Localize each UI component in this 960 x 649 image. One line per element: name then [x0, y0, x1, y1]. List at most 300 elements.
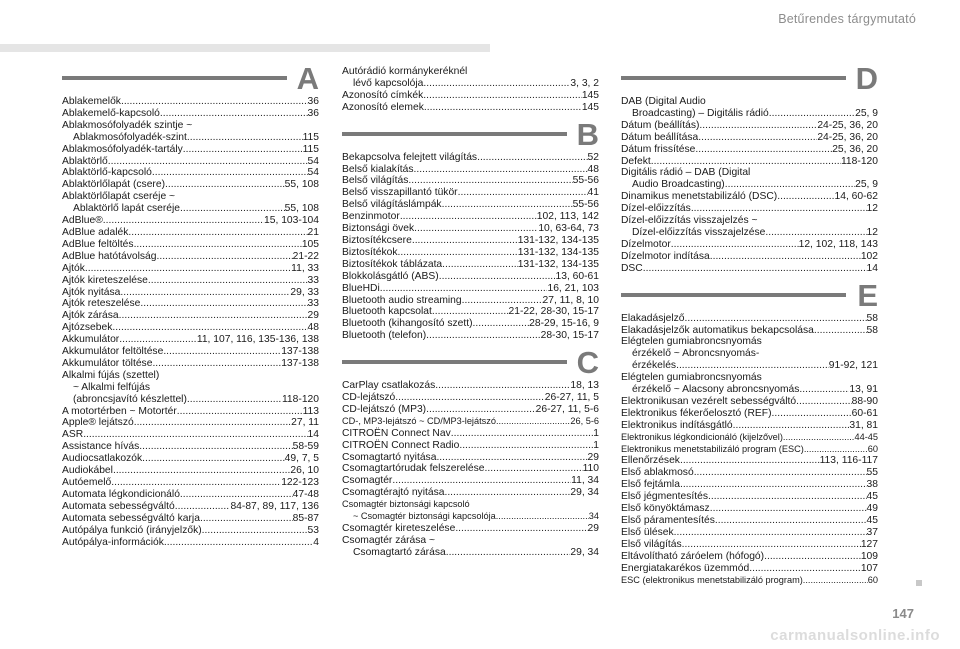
entry-pages: 115 [302, 131, 319, 143]
index-entry-line [342, 392, 599, 404]
index-entry [62, 227, 319, 239]
entry-pages: 13, 60-61 [555, 270, 599, 282]
index-entry [62, 215, 319, 227]
index-entry [342, 175, 599, 187]
entry-pages: 44-45 [854, 431, 878, 442]
index-entry-line [342, 199, 599, 211]
index-entry [62, 513, 319, 525]
entry-term: AdBlue® [62, 215, 103, 227]
entry-term: Első jégmentesítés [621, 491, 708, 503]
entry-pages: 58-59 [292, 441, 319, 453]
entry-pages: 29, 33 [290, 286, 319, 298]
index-entry [342, 306, 599, 318]
entry-pages: 33 [307, 298, 319, 310]
entry-leader-dots [164, 537, 313, 549]
entry-leader-dots [439, 271, 556, 283]
entry-leader-dots [496, 416, 570, 428]
index-entry [62, 358, 319, 370]
entry-leader-dots [694, 467, 867, 479]
entry-leader-dots [708, 491, 867, 503]
entry-term: Apple® lejátszó [62, 417, 134, 429]
entry-leader-dots [414, 223, 538, 235]
entry-pages: 26-27, 11, 5-6 [535, 403, 599, 415]
section-header [62, 61, 319, 96]
index-entry [62, 465, 319, 477]
entry-leader-dots [777, 191, 834, 203]
index-entry-line [62, 275, 319, 287]
index-entry-line [342, 223, 599, 235]
index-entry-line [62, 477, 319, 489]
entry-term: Csomagtartó nyitása [342, 451, 437, 463]
entry-leader-dots [446, 547, 571, 559]
entry-leader-dots [451, 428, 594, 440]
entry-term: Elektronikus indításgátló [621, 419, 733, 431]
index-entry [62, 156, 319, 168]
entry-pages: 55, 108 [284, 203, 319, 215]
entry-leader-dots [412, 235, 518, 247]
entry-term: Csomagtér biztonsági kapcsoló [342, 499, 470, 510]
entry-term: Azonosító címkék [342, 89, 424, 101]
index-entry-line [62, 358, 319, 370]
index-entry-line [342, 271, 599, 283]
entry-leader-dots [485, 463, 583, 475]
index-entry-line [621, 372, 878, 384]
entry-pages: 34 [588, 511, 599, 522]
entry-term: Elektronikus fékerőelosztó (REF) [621, 407, 772, 419]
index-entry-line [621, 108, 878, 120]
index-entry-line [342, 235, 599, 247]
index-entry-line [342, 295, 599, 307]
index-entry [342, 523, 599, 535]
index-entry-line [621, 527, 878, 539]
index-entry [342, 66, 599, 90]
entry-pages: 11, 33 [291, 262, 319, 274]
entry-term: Belső visszapillantó tükör [342, 187, 458, 199]
index-entry-line [621, 263, 878, 275]
index-entry [342, 90, 599, 102]
entry-pages: 12 [866, 226, 878, 238]
entry-term: Ablaktörlőlapát cseréje ~ [62, 191, 176, 203]
entry-term: Első ablakmosó [621, 467, 694, 479]
entry-leader-dots [160, 108, 308, 120]
entry-pages: 31, 81 [849, 419, 878, 431]
entry-pages: 58 [866, 312, 878, 324]
index-entry [62, 167, 319, 179]
entry-term: Automata sebességváltó karja [62, 512, 200, 524]
index-entry [62, 501, 319, 513]
index-entry-line [342, 102, 599, 114]
entry-term: érzékelő ~ Alacsony abroncsnyomás [632, 384, 800, 396]
entry-term: Csomagtartó zárása [353, 546, 446, 558]
entry-pages: 55-56 [572, 175, 599, 187]
index-entry [621, 396, 878, 408]
index-entry-line [342, 164, 599, 176]
index-entry [342, 499, 599, 523]
index-entry [621, 167, 878, 191]
index-entry [342, 330, 599, 342]
entry-term: Elektronikusan vezérelt sebességváltó [621, 395, 797, 407]
entry-pages: 25, 9 [855, 107, 878, 119]
index-entry-line [62, 251, 319, 263]
entry-term: AdBlue adalék [62, 226, 129, 238]
index-entry [62, 489, 319, 501]
index-entry [621, 325, 878, 337]
index-entry [621, 215, 878, 239]
index-entry-line [342, 440, 599, 452]
index-entry [62, 275, 319, 287]
index-entry-line [621, 408, 878, 420]
entry-leader-dots [152, 358, 281, 370]
entry-term: CD-, MP3-lejátszó ~ CD/MP3-lejátszó [342, 415, 496, 426]
index-entry-line [621, 167, 878, 179]
index-entry [342, 463, 599, 475]
entry-leader-dots [139, 441, 292, 453]
entry-pages: 29, 34 [570, 546, 599, 558]
index-entry [342, 535, 599, 559]
index-entry [62, 298, 319, 310]
index-entry [342, 318, 599, 330]
entry-pages: 3, 3, 2 [570, 77, 599, 89]
entry-pages: 131-132, 134-135 [517, 258, 599, 270]
entry-leader-dots [111, 477, 281, 489]
entry-term: Első ülések [621, 526, 674, 538]
entry-term: Autórádió kormánykeréknél [342, 66, 468, 77]
index-entry [342, 452, 599, 464]
entry-term: Akkumulátor töltése [62, 357, 153, 369]
entry-pages: 25, 9 [855, 179, 878, 191]
section-header [621, 61, 878, 96]
entry-pages: 14, 60-62 [834, 191, 878, 203]
index-entry [621, 239, 878, 251]
entry-pages: 55-56 [572, 199, 599, 211]
entry-pages: 12 [866, 203, 878, 215]
entry-pages: 52 [587, 151, 599, 163]
index-entry [342, 102, 599, 114]
section-letter: A [296, 61, 319, 96]
index-entry-line [62, 298, 319, 310]
index-entry-line [62, 191, 319, 203]
index-entry-line [621, 479, 878, 491]
entry-leader-dots [120, 287, 290, 299]
entry-term: Dízel-előizzítás [621, 203, 691, 215]
entry-leader-dots [710, 503, 867, 515]
entry-pages: 29, 34 [570, 487, 599, 499]
entry-term: Biztonsági övek [342, 223, 415, 235]
index-entry-line [621, 432, 878, 444]
entry-pages: 53 [307, 524, 319, 536]
entry-leader-dots [108, 156, 308, 168]
entry-leader-dots [671, 239, 799, 251]
entry-leader-dots [152, 167, 308, 179]
index-entry [342, 259, 599, 271]
index-entry [342, 223, 599, 235]
entry-pages: 131-132, 134-135 [517, 234, 599, 246]
entry-pages: 38 [866, 479, 878, 491]
index-entry [621, 432, 878, 444]
entry-leader-dots [183, 144, 303, 156]
entry-pages: 122-123 [281, 477, 319, 488]
entry-pages: 15, 103-104 [264, 215, 319, 227]
entry-leader-dots [165, 179, 285, 191]
index-entry [62, 251, 319, 263]
entry-pages: 113, 116-117 [819, 455, 878, 467]
entry-leader-dots [423, 90, 582, 102]
index-entry-line [621, 467, 878, 479]
watermark-text: carmanualsonline.info [770, 627, 940, 644]
section-gap [621, 275, 878, 283]
entry-term: CD-lejátszó [342, 392, 396, 404]
entry-leader-dots [134, 417, 291, 429]
index-entry-line [342, 404, 599, 416]
entry-pages: 58 [866, 324, 878, 336]
entry-leader-dots [432, 306, 509, 318]
entry-leader-dots [691, 203, 867, 215]
entry-term: érzékelés [632, 360, 677, 372]
index-entry-line [621, 384, 878, 396]
entry-pages: 102, 113, 142 [536, 211, 599, 223]
entry-leader-dots [769, 108, 855, 120]
entry-term: Ajtók zárása [62, 310, 119, 322]
index-entry-line [621, 563, 878, 575]
entry-leader-dots [799, 384, 849, 396]
entry-leader-dots [180, 203, 285, 215]
entry-pages: 25, 36, 20 [832, 143, 878, 155]
entry-leader-dots [674, 527, 867, 539]
index-entry-line [62, 489, 319, 501]
section-header [342, 116, 599, 152]
entry-pages: 36 [307, 107, 319, 119]
index-entry [342, 487, 599, 499]
section-rule [621, 293, 846, 297]
entry-term: Első páramentesítés [621, 515, 715, 526]
index-entry-line [62, 144, 319, 156]
index-entry-line [62, 215, 319, 227]
entry-term: Ellenőrzések [621, 455, 680, 467]
entry-term: Dátum beállítása [621, 131, 699, 143]
index-entry-line [62, 239, 319, 251]
index-entry [62, 108, 319, 120]
index-entry-line [621, 132, 878, 144]
entry-pages: 41 [587, 187, 599, 199]
entry-leader-dots [119, 334, 197, 346]
entry-term: Ablakemelő-kapcsoló [62, 107, 160, 119]
index-entry [62, 144, 319, 156]
entry-pages: 55, 108 [284, 179, 319, 191]
entry-term: Benzinmotor [342, 211, 400, 223]
entry-term: Dátum (beállítás) [621, 119, 700, 131]
entry-term: Audiocsatlakozók [62, 453, 143, 465]
entry-pages: 21-22 [292, 250, 319, 262]
index-entry-line [342, 152, 599, 164]
entry-leader-dots [814, 325, 867, 337]
index-entry [62, 334, 319, 346]
index-entry [621, 527, 878, 539]
entry-term: Energiatakarékos üzemmód [621, 562, 750, 574]
entry-leader-dots [142, 453, 285, 465]
index-entry-line [62, 429, 319, 441]
entry-leader-dots [715, 515, 867, 527]
section-gap [342, 342, 599, 350]
entry-term: Első könyöktámasz [621, 503, 710, 515]
index-entry-line [342, 318, 599, 330]
index-entry-line [621, 396, 878, 408]
entry-term: Akkumulátor feltöltése [62, 346, 164, 358]
index-entry [342, 416, 599, 428]
entry-leader-dots [442, 259, 518, 271]
index-entry [621, 444, 878, 456]
entry-pages: 29 [587, 451, 599, 463]
index-entry-line [62, 537, 319, 549]
index-entry [62, 429, 319, 441]
index-entry-line [62, 346, 319, 358]
section-header [342, 345, 599, 381]
entry-leader-dots [685, 313, 867, 325]
entry-pages: 21 [307, 226, 319, 238]
index-entry-line [62, 263, 319, 275]
entry-leader-dots [113, 465, 290, 477]
entry-term: CD-lejátszó (MP3) [342, 403, 427, 415]
entry-pages: 137-138 [281, 357, 319, 369]
entry-term: Dízel-előizzítás visszajelzése [632, 226, 766, 238]
index-entry-line [342, 283, 599, 295]
entry-pages: 55 [866, 467, 878, 479]
entry-term: Ablaktörlő [62, 155, 108, 167]
entry-term: Ablakemelők [62, 96, 121, 107]
entry-leader-dots [202, 525, 308, 537]
index-entry-line [62, 501, 319, 513]
index-entry-line [342, 259, 599, 271]
index-entry-line [621, 325, 878, 337]
entry-term: Bluetooth audio streaming [342, 294, 462, 306]
index-entry [62, 96, 319, 108]
entry-pages: 14 [307, 429, 319, 441]
entry-term: Belső világítás [342, 175, 409, 187]
entry-term: Biztosítékcsere [342, 234, 412, 246]
entry-pages: 84-87, 89, 117, 136 [230, 500, 319, 512]
entry-leader-dots [680, 455, 820, 467]
entry-pages: 28-29, 15-16, 9 [529, 318, 599, 330]
section-rule [62, 76, 287, 80]
entry-pages: 18, 13 [570, 380, 599, 392]
entry-pages: 48 [587, 163, 599, 175]
entry-term: Digitális rádió – DAB (Digital [621, 167, 751, 179]
entry-leader-dots [435, 380, 570, 392]
index-column-2 [342, 66, 599, 567]
index-entry [342, 428, 599, 440]
index-entry-line [342, 428, 599, 440]
index-entry [621, 263, 878, 275]
index-entry-line [62, 334, 319, 346]
index-entry-line [621, 491, 878, 503]
index-entry-line [342, 380, 599, 392]
entry-term: Elakadásjelző [621, 312, 685, 324]
index-entry [342, 235, 599, 247]
entry-pages: 91-92, 121 [828, 360, 878, 372]
entry-term: Eltávolítható záróelem (hófogó) [621, 550, 765, 562]
entry-term: Dízel-előizzítás visszajelzés ~ [621, 215, 758, 227]
index-entry-line [62, 465, 319, 477]
entry-leader-dots [733, 420, 850, 432]
entry-term: Ablaktörlő-kapcsoló [62, 167, 152, 179]
entry-term: CarPlay csatlakozás [342, 380, 436, 392]
section-letter: B [576, 116, 599, 152]
index-entry [621, 408, 878, 420]
entry-leader-dots [496, 511, 589, 523]
index-entry-line [62, 203, 319, 215]
entry-leader-dots [180, 489, 293, 501]
index-entry-line [621, 227, 878, 239]
entry-pages: 54 [307, 155, 319, 167]
entry-term: Audiokábel [62, 465, 113, 477]
entry-term: érzékelő ~ Abroncsnyomás- [632, 348, 760, 360]
index-entry-line [621, 420, 878, 432]
index-entry-line [342, 452, 599, 464]
entry-pages: 11, 107, 116, 135-136, 138 [196, 334, 319, 346]
entry-term: Első világítás [621, 538, 682, 550]
entry-leader-dots [134, 239, 302, 251]
index-entry [621, 503, 878, 515]
entry-term: Dízelmotor indítása [621, 250, 710, 262]
index-entry-line [621, 144, 878, 156]
entry-pages: 45 [866, 515, 878, 526]
entry-term: Ajtók [62, 262, 85, 274]
index-entry-line [62, 525, 319, 537]
index-entry [621, 420, 878, 432]
entry-term: A motortérben ~ Motortér [62, 405, 177, 417]
entry-term: Akkumulátor [62, 334, 120, 346]
entry-pages: 118-120 [281, 393, 319, 405]
entry-term: Belső világításlámpák [342, 199, 442, 211]
entry-leader-dots [765, 227, 866, 239]
index-entry-line [62, 310, 319, 322]
entry-leader-dots [455, 523, 587, 535]
entry-leader-dots [156, 251, 292, 263]
index-entry [342, 164, 599, 176]
entry-leader-dots [676, 360, 829, 372]
entry-term: Elakadásjelzők automatikus bekapcsolása [621, 324, 814, 336]
index-entry [621, 551, 878, 563]
entry-leader-dots [177, 406, 303, 418]
section-gap [621, 586, 878, 594]
entry-leader-dots [436, 452, 587, 464]
index-entry-line [342, 416, 599, 428]
index-entry [342, 440, 599, 452]
entry-leader-dots [398, 247, 518, 259]
entry-term: Ajtózsebek [62, 322, 113, 334]
section-gap [342, 114, 599, 122]
entry-term: Bluetooth (kihangosító szett) [342, 318, 473, 330]
entry-term: Dátum frissítése [621, 143, 696, 155]
entry-leader-dots [400, 211, 537, 223]
entry-pages: 85-87 [292, 512, 319, 524]
entry-term: Elektronikus légkondicionáló (kijelzővel) [621, 431, 783, 442]
entry-term: (abroncsjavító készlettel) [73, 393, 187, 405]
index-entry-line [62, 287, 319, 299]
index-entry-line [621, 191, 878, 203]
entry-term: CITROËN Connect Nav [342, 427, 451, 439]
index-entry-line [62, 108, 319, 120]
entry-pages: 60-61 [851, 407, 878, 419]
entry-pages: 49 [866, 503, 878, 515]
index-entry [342, 475, 599, 487]
index-entry-line [62, 394, 319, 406]
entry-pages: 28-30, 15-17 [540, 330, 599, 342]
entry-pages: 24-25, 36, 20 [817, 131, 878, 143]
entry-pages: 13, 91 [849, 384, 878, 396]
index-entry-line [62, 382, 319, 394]
section-letter: C [576, 345, 599, 381]
index-entry-line [342, 78, 599, 90]
